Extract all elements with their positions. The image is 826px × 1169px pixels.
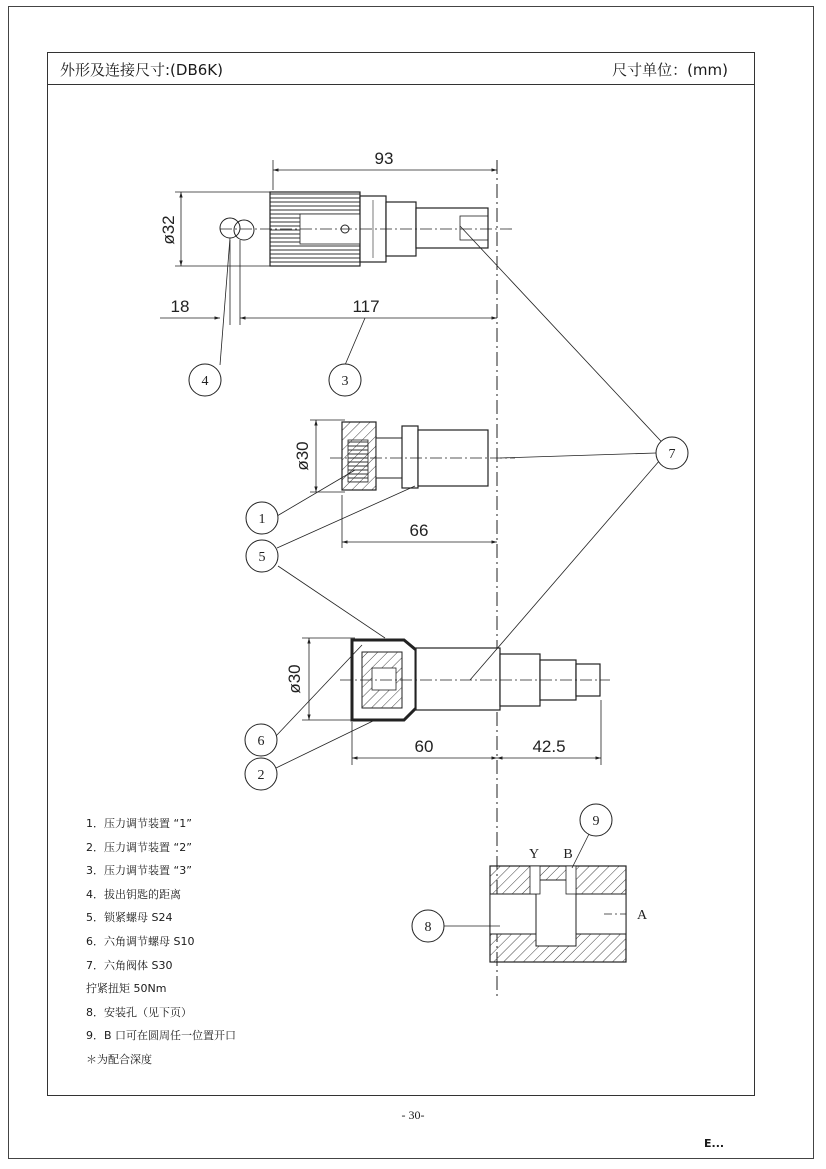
- page-number: - 30-: [401, 1108, 425, 1122]
- legend-item: 拧紧扭矩 50Nm: [86, 982, 167, 996]
- dim-117: 117: [352, 297, 380, 316]
- legend-item: 1．压力调节装置 “1”: [86, 817, 192, 830]
- port-a-label: A: [636, 908, 648, 923]
- unit-label: 尺寸单位：(mm): [612, 61, 728, 79]
- dim-60: 60: [414, 737, 434, 756]
- legend-item: 6．六角调节螺母 S10: [86, 934, 195, 948]
- top-view-valve: [159, 149, 515, 325]
- parts-legend: [86, 812, 236, 1072]
- mounting-cavity-section: [490, 847, 648, 962]
- dim-93: 93: [374, 149, 394, 168]
- middle-view-valve: [293, 420, 515, 548]
- dim-30-middle: ø30: [293, 441, 312, 471]
- legend-item: 4．拔出钥匙的距离: [86, 887, 181, 901]
- callout-6-label: 6: [257, 734, 265, 749]
- callout-4-label: 4: [201, 374, 209, 389]
- callout-5-label: 5: [258, 550, 266, 565]
- dim-32: ø32: [159, 215, 178, 245]
- corner-mark: E...: [704, 1137, 725, 1150]
- legend-item: ＊为配合深度: [86, 1052, 152, 1066]
- legend-item: 7．六角阀体 S30: [86, 958, 173, 972]
- port-y-label: Y: [528, 847, 540, 862]
- legend-item: 5．锁紧螺母 S24: [86, 911, 173, 925]
- legend-item: 9．B 口可在圆周任一位置开口: [86, 1029, 237, 1043]
- legend-item: 8．安装孔（见下页）: [86, 1005, 192, 1019]
- dim-66: 66: [409, 521, 429, 540]
- callout-3-label: 3: [341, 374, 349, 389]
- callout-2-label: 2: [257, 768, 265, 783]
- dim-18: 18: [170, 297, 190, 316]
- legend-item: 2．压力调节装置 “2”: [86, 840, 192, 854]
- callout-1-label: 1: [258, 512, 266, 527]
- lower-view-valve: [285, 638, 610, 765]
- port-b-label: B: [563, 847, 573, 862]
- callout-9-label: 9: [592, 814, 600, 829]
- callout-7-label: 7: [668, 447, 676, 462]
- dim-30-lower: ø30: [285, 664, 304, 694]
- callout-8-label: 8: [424, 920, 432, 935]
- page-title: 外形及连接尺寸:(DB6K): [60, 61, 223, 79]
- dim-42-5: 42.5: [532, 737, 566, 756]
- legend-item: 3．压力调节装置 “3”: [86, 864, 192, 878]
